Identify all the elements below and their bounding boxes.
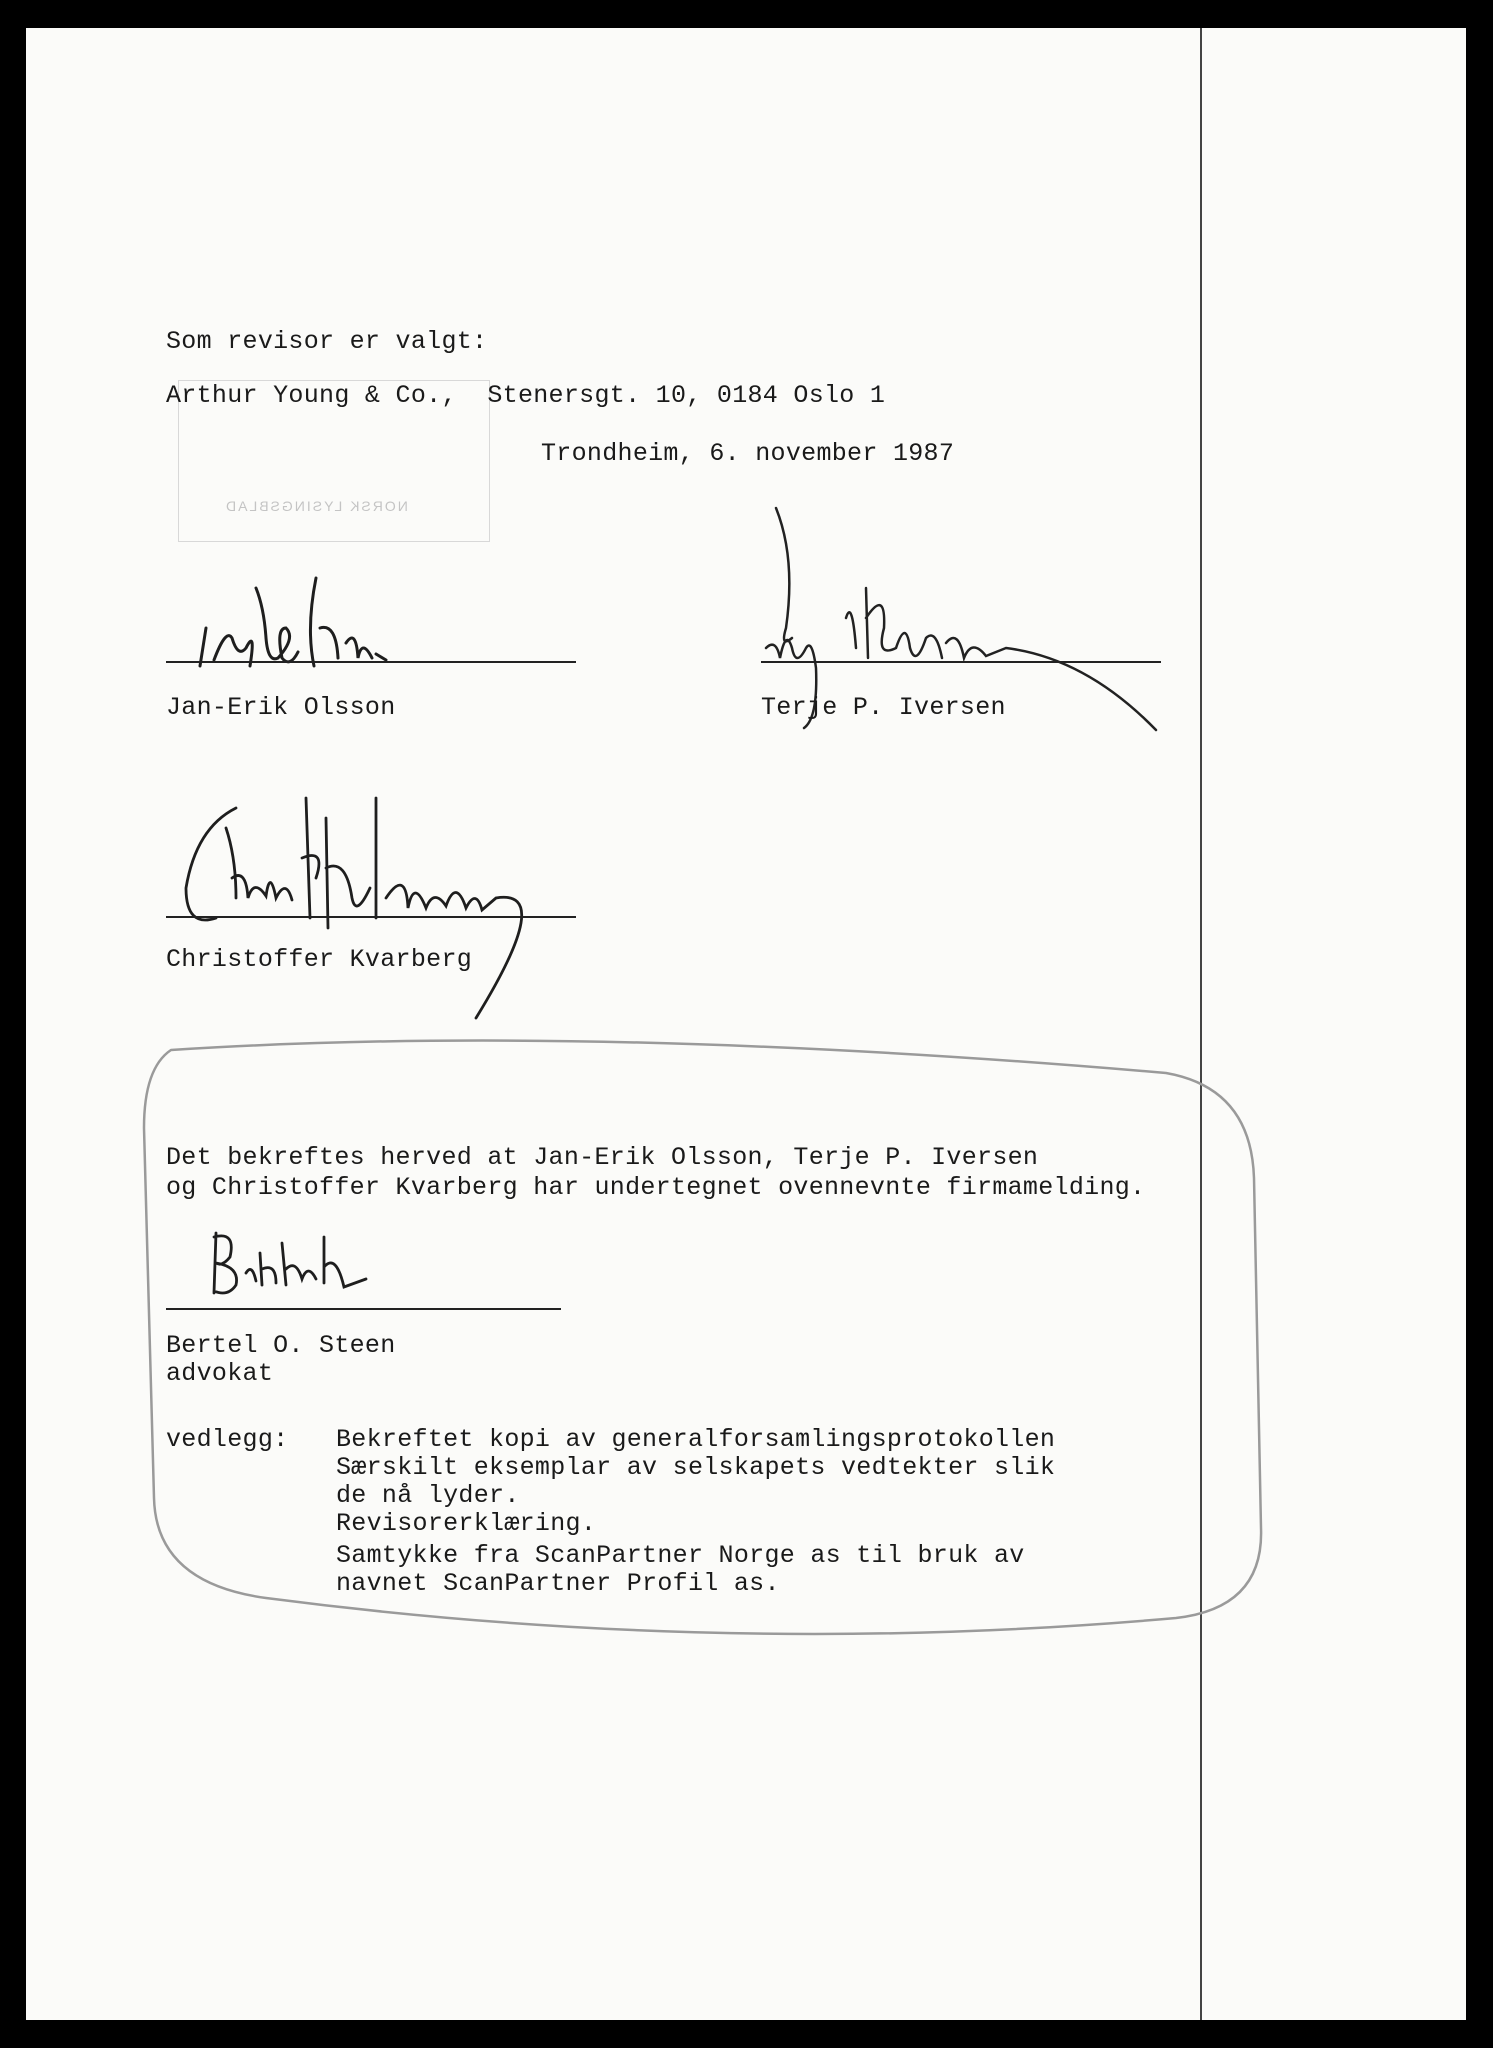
signer-name: Bertel O. Steen bbox=[166, 1331, 396, 1360]
signatory-name-iversen: Terje P. Iversen bbox=[761, 693, 1006, 722]
signature-bertel-o-steen bbox=[196, 1223, 396, 1313]
document-page bbox=[26, 28, 1466, 2020]
revisor-heading: Som revisor er valgt: bbox=[166, 327, 488, 356]
place-date: Trondheim, 6. november 1987 bbox=[541, 439, 955, 468]
attachment-item: Bekreftet kopi av generalforsamlingsprotokollen bbox=[336, 1425, 1056, 1454]
attachment-item: de nå lyder. bbox=[336, 1481, 520, 1510]
attachment-item: navnet ScanPartner Profil as. bbox=[336, 1569, 780, 1598]
signatory-name-kvarberg: Christoffer Kvarberg bbox=[166, 945, 473, 974]
confirmation-line-2: og Christoffer Kvarberg har undertegnet ovennevnte firmamelding. bbox=[166, 1173, 1146, 1202]
revisor-line: Arthur Young & Co., Stenersgt. 10, 0184 Oslo 1 bbox=[166, 381, 886, 410]
signature-line-steen bbox=[166, 1308, 561, 1310]
attachment-item: Revisorerklæring. bbox=[336, 1509, 597, 1538]
attachment-item: Samtykke fra ScanPartner Norge as til bruk av bbox=[336, 1541, 1025, 1570]
attachment-item: Særskilt eksemplar av selskapets vedtekter slik bbox=[336, 1453, 1056, 1482]
signatory-name-olsson: Jan-Erik Olsson bbox=[166, 693, 396, 722]
attachments-label: vedlegg: bbox=[166, 1425, 289, 1454]
pencil-frame-outline bbox=[26, 28, 1466, 2020]
signer-title: advokat bbox=[166, 1359, 274, 1388]
confirmation-line-1: Det bekreftes herved at Jan-Erik Olsson, Terje P. Iversen bbox=[166, 1143, 1039, 1172]
faint-stamp-text: NORSK LYSINGSBLAD bbox=[224, 498, 408, 514]
